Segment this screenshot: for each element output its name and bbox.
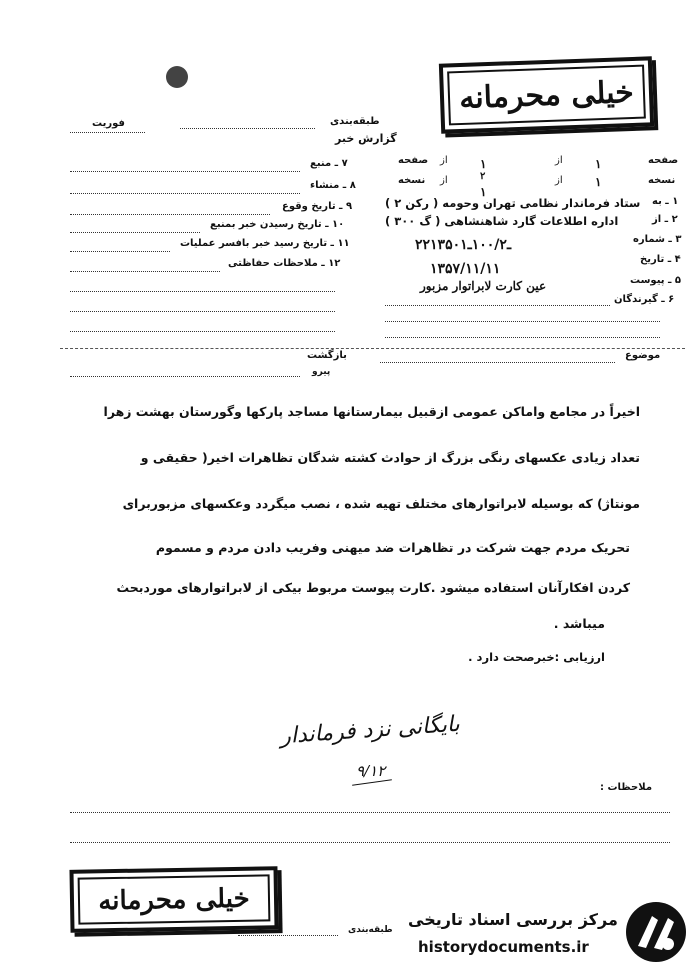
field-security-notes-line (70, 271, 220, 272)
field-event-date: ۹ ـ تاریخ وقوع (282, 201, 353, 212)
field-origin: ۸ ـ منشاء (310, 180, 356, 191)
copy-label: نسخه (648, 175, 676, 186)
subject-label: موضوع (625, 350, 661, 361)
remarks-label: ملاحظات : (600, 782, 653, 793)
field-recipients-label: ۶ ـ گیرندگان (614, 294, 675, 305)
footer-classification-label: طبقه‌بندی (348, 925, 393, 935)
field-to-value: ستاد فرماندار نظامی تهران وحومه ( رکن ۲ ) (385, 196, 641, 210)
separator-line (60, 348, 685, 349)
watermark-url: historydocuments.ir (418, 938, 589, 956)
field-date-value: ۱۳۵۷/۱۱/۱۱ (430, 261, 501, 277)
body-line-4: تحریک مردم جهت شرکت در تظاهرات ضد میهنی وفریب دادن مردم و مسموم (155, 540, 630, 555)
field-to-label: ۱ ـ به (652, 196, 679, 207)
watermark-logo-icon (618, 898, 696, 968)
field-from-label: ۲ ـ از (652, 214, 678, 225)
subject-line (380, 362, 615, 363)
copy-number-a: ۱ (595, 175, 602, 189)
top-secret-stamp-text: خیلی محرمانه (458, 74, 635, 116)
top-secret-stamp (439, 56, 654, 133)
field-security-notes: ۱۲ ـ ملاحظات حفاظتی (228, 258, 341, 269)
page-number-b: ۱ (480, 157, 487, 171)
handwritten-date: ۹/۱۲ (356, 762, 386, 780)
blank-line-3 (70, 331, 335, 332)
classification-line (180, 128, 315, 129)
body-line-6: میباشد . (553, 616, 605, 631)
watermark-title: مرکز بررسی اسناد تاریخی (408, 910, 618, 929)
field-officer-date-line (70, 251, 170, 252)
field-event-date-line (70, 214, 270, 215)
right-line-1 (385, 305, 610, 306)
page-label: صفحه (648, 155, 679, 166)
classification-label: طبقه‌بندی (330, 116, 380, 127)
handwritten-underline (352, 779, 392, 786)
field-number-label: ۳ ـ شماره (633, 234, 682, 245)
blank-line-2 (70, 311, 335, 312)
field-arrival-date: ۱۰ ـ تاریخ رسیدن خبر بمنبع (210, 219, 345, 230)
field-source: ۷ ـ منبع (310, 158, 348, 169)
page-number-a: ۱ (595, 157, 602, 171)
field-arrival-date-line (70, 232, 200, 233)
bottom-secret-stamp-text: خیلی محرمانه (98, 883, 250, 916)
page-of-label-2: از (440, 155, 448, 166)
right-line-2 (385, 321, 660, 322)
return-label: بازگشت (307, 350, 347, 361)
field-attachment-value: عین کارت لابراتوار مزبور (420, 279, 547, 293)
remarks-line-1 (70, 812, 670, 813)
return-value: پیرو (312, 367, 331, 377)
page-label-2: صفحه (398, 155, 429, 166)
body-line-3: مونتاژ) که بوسیله لابراتوارهای مختلف تهیه شده ، نصب میگردد وعکسهای مزبوربرای (122, 496, 640, 511)
return-line (70, 376, 300, 377)
copy-label-2: نسخه (398, 175, 426, 186)
scan-speck (166, 66, 188, 88)
bottom-secret-stamp (69, 866, 278, 933)
field-origin-line (70, 193, 300, 194)
body-line-2: تعداد زیادی عکسهای رنگی بزرگ از حوادث کشته شدگان تظاهرات اخیر( حقیقی و (140, 450, 640, 465)
urgency-label: فوریت (92, 118, 125, 129)
remarks-line-2 (70, 842, 670, 843)
handwritten-note: بایگانی نزد فرماندار (279, 711, 461, 750)
field-from-value: اداره اطلاعات گارد شاهنشاهی ( گ ۳۰۰ ) (385, 214, 619, 228)
right-line-3 (385, 337, 660, 338)
copy-number-b: ۱ (480, 185, 487, 199)
field-attachment-label: ۵ ـ پیوست (630, 275, 682, 286)
copy-of-label-2: از (440, 175, 448, 186)
footer-classification-line (238, 935, 338, 936)
page-of-label: از (555, 155, 563, 166)
body-line-1: اخیراً در مجامع واماکن عمومی ازقبیل بیمارستانها مساجد پارکها وگورستان بهشت زهرا (103, 404, 640, 419)
field-source-line (70, 171, 300, 172)
blank-line-1 (70, 291, 335, 292)
body-line-5: کردن افکارآنان استفاده میشود .کارت پیوست مربوط بیکی از لابراتوارهای موردبحث (116, 580, 630, 595)
copy-number-c: ۲ (480, 171, 486, 182)
urgency-line (70, 132, 145, 133)
field-number-value: ۲۲۱۳ـ۱۰۰/۲ـ۵۰۱ (415, 237, 512, 253)
copy-of-label: از (555, 175, 563, 186)
assessment-line: ارزیابی :خبرصحت دارد . (468, 650, 605, 664)
field-officer-date: ۱۱ ـ تاریخ رسید خبر بافسر عملیات (180, 238, 350, 249)
field-date-label: ۴ ـ تاریخ (640, 254, 681, 265)
report-label: گزارش خبر (335, 132, 397, 145)
